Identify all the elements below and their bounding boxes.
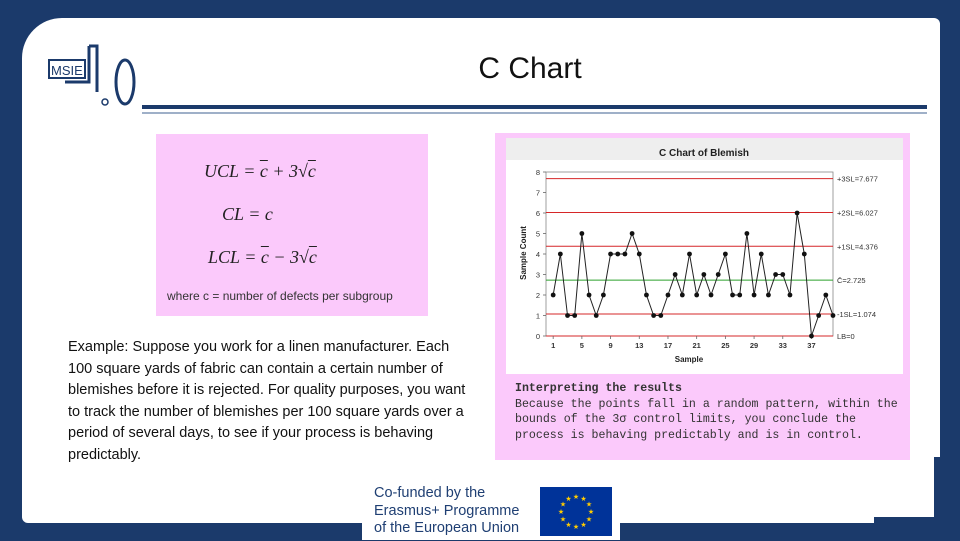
data-point xyxy=(795,211,800,216)
data-point xyxy=(666,293,671,298)
data-point xyxy=(565,313,570,318)
interpretation-heading: Interpreting the results xyxy=(515,382,682,395)
data-point xyxy=(558,252,563,257)
data-point xyxy=(723,252,728,257)
lcl-three: 3 xyxy=(290,247,300,267)
data-point xyxy=(809,334,814,339)
data-point xyxy=(709,293,714,298)
eu-star-icon: ★ xyxy=(572,493,580,501)
ucl-formula xyxy=(204,161,316,182)
data-point xyxy=(637,252,642,257)
eu-star-icon: ★ xyxy=(580,495,587,504)
data-point xyxy=(658,313,663,318)
data-point xyxy=(579,231,584,236)
lcl-lhs: LCL = xyxy=(208,247,257,267)
logo-text: MSIE xyxy=(51,63,83,78)
title-divider xyxy=(142,105,927,109)
eu-star-icon: ★ xyxy=(557,508,565,516)
y-tick-label: 7 xyxy=(535,188,540,198)
data-point xyxy=(601,293,606,298)
eu-star-icon: ★ xyxy=(559,515,567,524)
data-point xyxy=(651,313,656,318)
title-divider-light xyxy=(142,112,927,114)
page-title: C Chart xyxy=(478,52,582,85)
eu-star-icon: ★ xyxy=(587,508,595,516)
data-point xyxy=(673,272,678,277)
data-point xyxy=(608,252,613,257)
chart-ylabel: Sample Count xyxy=(519,226,528,280)
cl-lhs: CL = xyxy=(222,204,261,224)
data-point xyxy=(816,313,821,318)
x-tick-label: 21 xyxy=(692,341,701,350)
data-point xyxy=(694,293,699,298)
lcl-minus: − xyxy=(273,247,286,267)
chart-panel xyxy=(495,133,910,460)
funding-line-3: of the European Union xyxy=(374,520,520,536)
ucl-lhs: UCL = xyxy=(204,161,256,181)
sqrt-icon: √ xyxy=(298,161,308,181)
data-point xyxy=(630,231,635,236)
ucl-plus: + xyxy=(272,161,285,181)
data-point xyxy=(623,252,628,257)
c-chart xyxy=(506,138,903,374)
control-line-label: C̄=2.725 xyxy=(837,276,866,286)
y-tick-label: 5 xyxy=(535,229,540,239)
data-point xyxy=(745,231,750,236)
lcl-formula xyxy=(208,247,317,268)
control-line-label: +1SL=4.376 xyxy=(837,242,878,252)
data-point xyxy=(752,293,757,298)
example-paragraph: Example: Suppose you work for a linen manufacturer. Each 100 square yards of fabric can contain a certain number of blemishes before it is rejected. For quality purposes, you want to track the number of blemishes per 100 square yards over a period of several days, to see if your process is behaving predictably. xyxy=(68,339,466,463)
msie-logo xyxy=(45,42,140,112)
funding-line-1: Co-funded by the xyxy=(374,485,486,501)
formula-panel xyxy=(156,134,428,316)
data-point xyxy=(831,313,836,318)
sqrt-icon: √ xyxy=(299,247,309,267)
data-point xyxy=(759,252,764,257)
y-tick-label: 2 xyxy=(535,291,540,300)
eu-star-icon: ★ xyxy=(585,515,593,524)
chart-area xyxy=(506,138,903,374)
funding-line-2: Erasmus+ Programme xyxy=(374,502,520,519)
eu-star-icon: ★ xyxy=(559,500,567,509)
data-point xyxy=(802,252,807,257)
data-point xyxy=(587,293,592,298)
chart-xlabel: Sample xyxy=(674,355,704,364)
data-point xyxy=(780,272,785,277)
y-tick-label: 3 xyxy=(535,270,540,280)
eu-star-icon: ★ xyxy=(572,523,580,531)
interpretation-body: Because the points fall in a random pattern, within the bounds of the 3σ control limits, you conclude the process is behaving predictably and is in control. xyxy=(515,397,898,442)
data-point xyxy=(701,272,706,277)
y-tick-label: 0 xyxy=(535,332,540,341)
x-tick-label: 17 xyxy=(663,341,673,350)
x-tick-label: 33 xyxy=(778,341,787,350)
data-point xyxy=(572,313,577,318)
ucl-three: 3 xyxy=(289,161,298,181)
x-tick-label: 13 xyxy=(635,341,644,350)
funding-text xyxy=(374,485,519,538)
control-line-label: -1SL=1.074 xyxy=(837,309,876,319)
data-point xyxy=(716,272,721,277)
eu-star-icon: ★ xyxy=(565,520,572,529)
eu-star-icon: ★ xyxy=(565,495,572,504)
eu-star-icon: ★ xyxy=(580,520,587,529)
data-point xyxy=(644,293,649,298)
eu-flag-icon xyxy=(540,487,612,536)
ucl-sqrt-cbar: c xyxy=(307,161,316,181)
data-point xyxy=(594,313,599,318)
x-tick-label: 29 xyxy=(749,341,759,350)
data-point xyxy=(551,293,556,298)
y-tick-label: 4 xyxy=(535,250,540,259)
data-point xyxy=(766,293,771,298)
control-line-label: +2SL=6.027 xyxy=(837,208,878,218)
cl-c: c xyxy=(264,204,273,224)
interpretation-text xyxy=(515,381,905,443)
y-tick-label: 6 xyxy=(535,209,540,218)
data-point xyxy=(615,252,620,257)
data-point xyxy=(680,293,685,298)
x-tick-label: 9 xyxy=(608,341,613,350)
x-tick-label: 1 xyxy=(551,341,556,350)
y-tick-label: 8 xyxy=(535,168,540,177)
lcl-cbar: $\overline{c}$ xyxy=(260,247,269,267)
data-point xyxy=(687,252,692,257)
data-point xyxy=(823,293,828,298)
x-tick-label: 37 xyxy=(807,341,816,350)
lcl-sqrt-cbar: c xyxy=(308,247,317,267)
data-point xyxy=(788,293,793,298)
chart-title: C Chart of Blemish xyxy=(658,148,750,159)
control-line-label: LB=0 xyxy=(837,332,855,341)
y-tick-label: 1 xyxy=(535,311,540,321)
data-point xyxy=(773,272,778,277)
x-tick-label: 25 xyxy=(721,341,730,350)
cl-formula xyxy=(222,204,273,225)
data-point xyxy=(730,293,735,298)
ucl-cbar: $\overline{c}$ xyxy=(259,161,268,181)
control-line-label: +3SL=7.677 xyxy=(837,174,878,184)
x-tick-label: 5 xyxy=(579,341,584,350)
eu-star-icon: ★ xyxy=(585,500,593,509)
corner-accent xyxy=(874,457,940,523)
data-point xyxy=(737,293,742,298)
eu-funding-footer xyxy=(362,477,620,540)
formula-note: where c = number of defects per subgroup xyxy=(167,289,393,303)
